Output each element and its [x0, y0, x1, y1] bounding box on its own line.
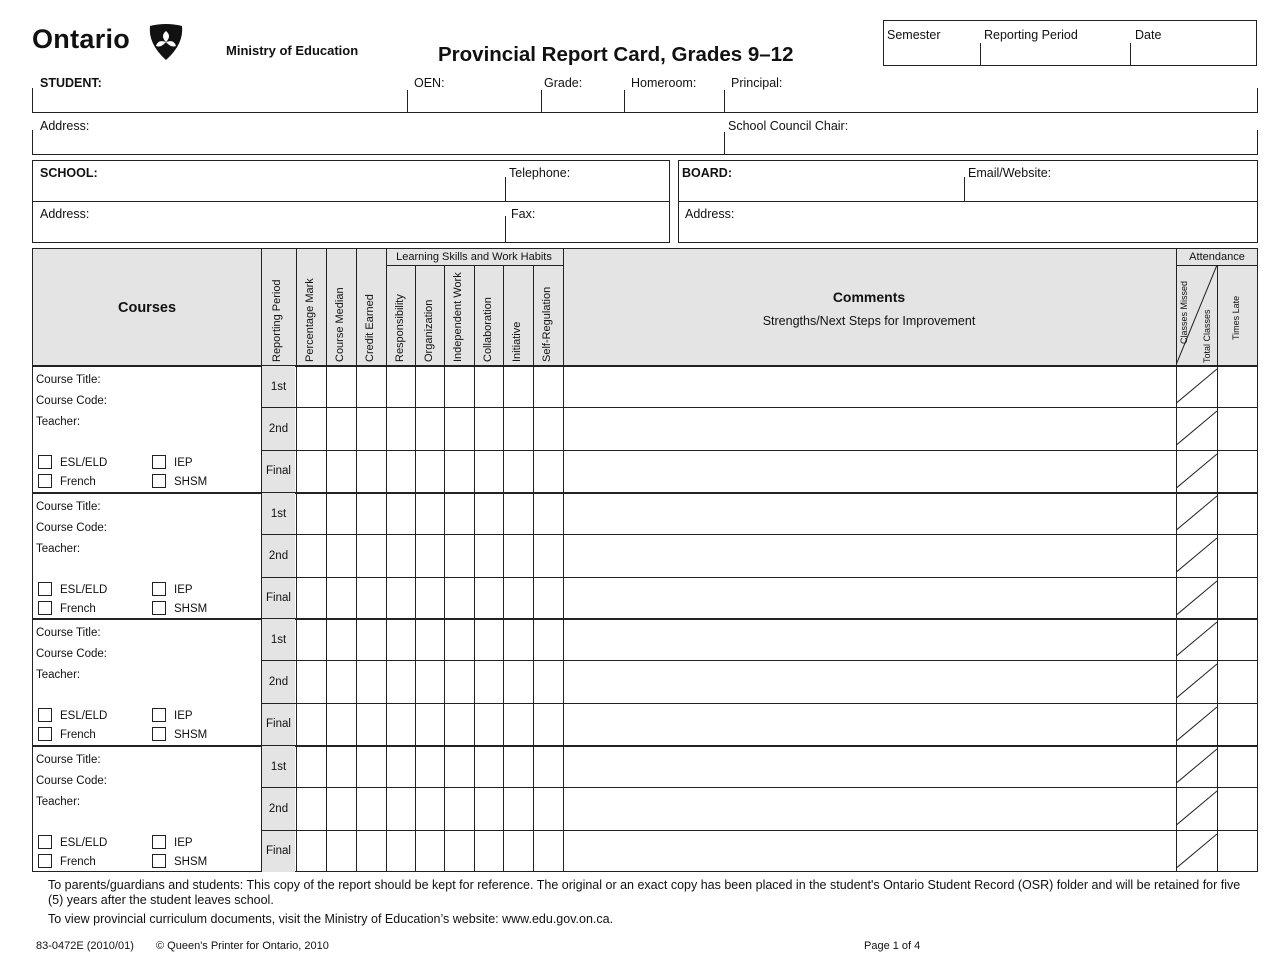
times-late-cell[interactable] — [1218, 578, 1257, 619]
checkbox-iep[interactable] — [152, 582, 166, 596]
mark-cell[interactable] — [297, 408, 326, 449]
period-cell-2nd: 2nd — [262, 408, 295, 449]
attendance-diagonal-cell[interactable] — [1176, 745, 1217, 787]
checkbox-shsm[interactable] — [152, 727, 166, 741]
mark-cell[interactable] — [327, 578, 356, 619]
mark-cell[interactable] — [534, 366, 563, 407]
checkbox-label-shsm: SHSM — [174, 476, 208, 488]
mark-cell[interactable] — [387, 578, 415, 619]
mark-cell[interactable] — [416, 746, 444, 787]
times-late-cell[interactable] — [1218, 619, 1257, 660]
checkbox-label-shsm: SHSM — [174, 856, 208, 868]
attendance-diagonal-cell[interactable] — [1176, 450, 1217, 492]
checkbox-esl-eld[interactable] — [38, 455, 52, 469]
course-code-label: Course Code: — [36, 395, 107, 407]
times-late-cell[interactable] — [1218, 366, 1257, 407]
mark-cell[interactable] — [357, 619, 386, 660]
checkbox-label-french: French — [60, 856, 96, 868]
skill-header-self-regulation: Self-Regulation — [541, 286, 553, 362]
checkbox-label-iep: IEP — [174, 710, 193, 722]
mark-cell[interactable] — [327, 619, 356, 660]
mark-cell[interactable] — [297, 493, 326, 534]
mark-cell[interactable] — [416, 408, 444, 449]
mark-cell[interactable] — [504, 831, 533, 872]
mark-cell[interactable] — [387, 704, 415, 745]
page-title: Provincial Report Card, Grades 9–12 — [438, 43, 794, 66]
checkbox-iep[interactable] — [152, 455, 166, 469]
mark-cell[interactable] — [534, 788, 563, 829]
mark-cell[interactable] — [327, 366, 356, 407]
mark-cell[interactable] — [534, 535, 563, 576]
checkbox-label-french: French — [60, 603, 96, 615]
mark-cell[interactable] — [475, 788, 503, 829]
mark-cell[interactable] — [416, 451, 444, 492]
telephone-label: Telephone: — [509, 166, 571, 180]
mark-cell[interactable] — [357, 831, 386, 872]
checkbox-label-french: French — [60, 476, 96, 488]
attendance-diagonal-cell[interactable] — [1176, 830, 1217, 872]
mark-cell[interactable] — [475, 493, 503, 534]
mark-cell[interactable] — [387, 788, 415, 829]
mark-cell[interactable] — [387, 535, 415, 576]
mark-cell[interactable] — [387, 746, 415, 787]
attendance-header-classes-missed: Classes Missed — [1179, 280, 1189, 344]
mark-cell[interactable] — [445, 788, 474, 829]
mark-cell[interactable] — [445, 619, 474, 660]
attendance-diagonal-cell[interactable] — [1176, 703, 1217, 745]
attendance-diagonal-cell[interactable] — [1176, 618, 1217, 660]
mark-cell[interactable] — [504, 366, 533, 407]
mark-cell[interactable] — [416, 366, 444, 407]
checkbox-label-iep: IEP — [174, 837, 193, 849]
comments-subheader: Strengths/Next Steps for Improvement — [762, 314, 976, 328]
mark-cell[interactable] — [445, 746, 474, 787]
comment-cell[interactable] — [564, 366, 1175, 407]
mark-cell[interactable] — [475, 451, 503, 492]
attendance-diagonal-cell[interactable] — [1176, 365, 1217, 407]
student-address-field[interactable] — [32, 130, 1258, 155]
learning-skills-divider — [386, 265, 563, 266]
grade-label: Grade: — [544, 76, 583, 90]
checkbox-label-esl-eld: ESL/ELD — [60, 837, 108, 849]
mark-cell[interactable] — [357, 661, 386, 702]
checkbox-esl-eld[interactable] — [38, 708, 52, 722]
skill-header-initiative: Initiative — [511, 321, 523, 362]
board-address-label: Address: — [685, 207, 735, 221]
times-late-cell[interactable] — [1218, 451, 1257, 492]
skill-header-responsibility: Responsibility — [394, 294, 406, 362]
checkbox-label-esl-eld: ESL/ELD — [60, 710, 108, 722]
comment-cell[interactable] — [564, 788, 1175, 829]
school-address-label: Address: — [40, 207, 90, 221]
checkbox-shsm[interactable] — [152, 474, 166, 488]
checkbox-label-iep: IEP — [174, 584, 193, 596]
mark-cell[interactable] — [445, 493, 474, 534]
mark-cell[interactable] — [504, 704, 533, 745]
mark-cell[interactable] — [416, 661, 444, 702]
checkbox-iep[interactable] — [152, 835, 166, 849]
attendance-header-total-classes: Total Classes — [1202, 309, 1212, 363]
mark-cell[interactable] — [297, 661, 326, 702]
mark-cell[interactable] — [387, 493, 415, 534]
mark-cell[interactable] — [297, 746, 326, 787]
mark-cell[interactable] — [445, 661, 474, 702]
mark-cell[interactable] — [504, 493, 533, 534]
times-late-cell[interactable] — [1218, 704, 1257, 745]
mark-cell[interactable] — [504, 746, 533, 787]
attendance-header-times-late: Times Late — [1231, 295, 1241, 340]
mark-cell[interactable] — [416, 619, 444, 660]
course-title-label: Course Title: — [36, 627, 101, 639]
mark-cell[interactable] — [357, 366, 386, 407]
copyright: © Queen's Printer for Ontario, 2010 — [156, 940, 329, 952]
checkbox-shsm[interactable] — [152, 601, 166, 615]
mark-cell[interactable] — [297, 451, 326, 492]
comment-cell[interactable] — [564, 451, 1175, 492]
mark-cell[interactable] — [297, 619, 326, 660]
attendance-diagonal-cell[interactable] — [1176, 577, 1217, 619]
mark-cell[interactable] — [327, 661, 356, 702]
mark-cell[interactable] — [504, 788, 533, 829]
mark-cell[interactable] — [357, 493, 386, 534]
mark-cell[interactable] — [416, 578, 444, 619]
mark-cell[interactable] — [445, 535, 474, 576]
period-cell-final: Final — [262, 578, 295, 619]
mark-cell[interactable] — [504, 578, 533, 619]
mark-cell[interactable] — [357, 578, 386, 619]
mark-cell[interactable] — [534, 408, 563, 449]
mark-cell[interactable] — [416, 704, 444, 745]
school-label: SCHOOL: — [40, 166, 98, 180]
principal-label: Principal: — [731, 76, 783, 90]
mark-cell[interactable] — [327, 746, 356, 787]
period-cell-final: Final — [262, 831, 295, 872]
mark-cell[interactable] — [297, 535, 326, 576]
mark-cell[interactable] — [475, 619, 503, 660]
board-label: BOARD: — [682, 166, 732, 180]
board-section — [678, 160, 1258, 243]
mark-cell[interactable] — [445, 578, 474, 619]
ministry-name: Ministry of Education — [226, 43, 359, 58]
courses-header: Courses — [118, 300, 177, 316]
checkbox-label-french: French — [60, 729, 96, 741]
mark-cell[interactable] — [297, 704, 326, 745]
comment-cell[interactable] — [564, 408, 1175, 449]
checkbox-french[interactable] — [38, 727, 52, 741]
student-address-label: Address: — [40, 119, 90, 133]
course-code-label: Course Code: — [36, 522, 107, 534]
comment-cell[interactable] — [564, 661, 1175, 702]
homeroom-label: Homeroom: — [631, 76, 697, 90]
column-header-reporting-period: Reporting Period — [271, 279, 283, 362]
course-code-label: Course Code: — [36, 648, 107, 660]
checkbox-french[interactable] — [38, 474, 52, 488]
comment-cell[interactable] — [564, 746, 1175, 787]
skill-header-independent-work: Independent Work — [452, 272, 464, 362]
mark-cell[interactable] — [327, 535, 356, 576]
mark-cell[interactable] — [327, 451, 356, 492]
period-cell-final: Final — [262, 451, 295, 492]
mark-cell[interactable] — [416, 535, 444, 576]
times-late-cell[interactable] — [1218, 493, 1257, 534]
checkbox-label-esl-eld: ESL/ELD — [60, 584, 108, 596]
mark-cell[interactable] — [504, 661, 533, 702]
website-note: To view provincial curriculum documents, visit the Ministry of Education’s website: www.edu.gov.on.ca. — [48, 912, 614, 926]
teacher-label: Teacher: — [36, 543, 81, 555]
council-chair-label: School Council Chair: — [728, 119, 849, 133]
retention-note: To parents/guardians and students: This copy of the report should be kept for reference. The original or an exact copy has been placed in the student's Ontario Student Record (OSR) folder and will be retained for five (5) years after the student leaves school. — [48, 878, 1241, 907]
checkbox-label-esl-eld: ESL/ELD — [60, 457, 108, 469]
student-label: STUDENT: — [40, 76, 102, 90]
period-cell-1st: 1st — [262, 366, 295, 407]
fax-label: Fax: — [511, 207, 536, 221]
page-number: Page 1 of 4 — [864, 940, 921, 952]
mark-cell[interactable] — [416, 831, 444, 872]
school-section — [32, 160, 670, 243]
mark-cell[interactable] — [475, 746, 503, 787]
comments-header: Comments — [832, 289, 906, 305]
column-header-percentage-mark: Percentage Mark — [304, 278, 316, 362]
mark-cell[interactable] — [387, 661, 415, 702]
attendance-diagonal-cell[interactable] — [1176, 787, 1217, 829]
mark-cell[interactable] — [445, 408, 474, 449]
checkbox-label-iep: IEP — [174, 457, 193, 469]
trillium-logo-icon — [146, 22, 186, 62]
checkbox-shsm[interactable] — [152, 854, 166, 868]
mark-cell[interactable] — [534, 493, 563, 534]
mark-cell[interactable] — [387, 366, 415, 407]
mark-cell[interactable] — [297, 831, 326, 872]
mark-cell[interactable] — [475, 831, 503, 872]
mark-cell[interactable] — [416, 788, 444, 829]
mark-cell[interactable] — [357, 788, 386, 829]
mark-cell[interactable] — [357, 408, 386, 449]
mark-cell[interactable] — [504, 408, 533, 449]
mark-cell[interactable] — [445, 831, 474, 872]
mark-cell[interactable] — [534, 619, 563, 660]
learning-skills-header: Learning Skills and Work Habits — [396, 251, 552, 263]
checkbox-esl-eld[interactable] — [38, 835, 52, 849]
column-header-credit-earned: Credit Earned — [364, 294, 376, 362]
mark-cell[interactable] — [297, 788, 326, 829]
mark-cell[interactable] — [387, 408, 415, 449]
checkbox-iep[interactable] — [152, 708, 166, 722]
comment-cell[interactable] — [564, 493, 1175, 534]
mark-cell[interactable] — [475, 366, 503, 407]
comment-cell[interactable] — [564, 619, 1175, 660]
mark-cell[interactable] — [475, 661, 503, 702]
attendance-diagonal-cell[interactable] — [1176, 660, 1217, 702]
reporting-period-label: Reporting Period — [984, 28, 1078, 42]
mark-cell[interactable] — [504, 535, 533, 576]
period-cell-1st: 1st — [262, 493, 295, 534]
teacher-label: Teacher: — [36, 796, 81, 808]
times-late-cell[interactable] — [1218, 535, 1257, 576]
mark-cell[interactable] — [475, 704, 503, 745]
attendance-header: Attendance — [1189, 251, 1245, 263]
mark-cell[interactable] — [534, 578, 563, 619]
mark-cell[interactable] — [475, 535, 503, 576]
course-title-label: Course Title: — [36, 374, 101, 386]
attendance-diagonal-cell[interactable] — [1176, 534, 1217, 576]
mark-cell[interactable] — [475, 578, 503, 619]
period-cell-2nd: 2nd — [262, 661, 295, 702]
mark-cell[interactable] — [534, 451, 563, 492]
mark-cell[interactable] — [357, 746, 386, 787]
times-late-cell[interactable] — [1218, 831, 1257, 872]
student-section — [32, 74, 1258, 156]
date-label: Date — [1135, 28, 1162, 42]
column-header-course-median: Course Median — [334, 287, 346, 362]
mark-cell[interactable] — [327, 831, 356, 872]
mark-cell[interactable] — [504, 619, 533, 660]
mark-cell[interactable] — [534, 704, 563, 745]
mark-cell[interactable] — [357, 451, 386, 492]
times-late-cell[interactable] — [1218, 661, 1257, 702]
teacher-label: Teacher: — [36, 669, 81, 681]
mark-cell[interactable] — [387, 619, 415, 660]
checkbox-label-shsm: SHSM — [174, 729, 208, 741]
period-cell-2nd: 2nd — [262, 788, 295, 829]
mark-cell[interactable] — [475, 408, 503, 449]
attendance-diagonal-cell[interactable] — [1176, 492, 1217, 534]
teacher-label: Teacher: — [36, 416, 81, 428]
mark-cell[interactable] — [327, 493, 356, 534]
period-cell-1st: 1st — [262, 619, 295, 660]
semester-label: Semester — [887, 28, 941, 42]
student-field[interactable] — [32, 88, 1258, 113]
oen-label: OEN: — [414, 76, 445, 90]
mark-cell[interactable] — [445, 704, 474, 745]
times-late-cell[interactable] — [1218, 408, 1257, 449]
mark-cell[interactable] — [534, 746, 563, 787]
mark-cell[interactable] — [357, 535, 386, 576]
mark-cell[interactable] — [327, 704, 356, 745]
comment-cell[interactable] — [564, 535, 1175, 576]
form-number: 83-0472E (2010/01) — [36, 940, 134, 952]
mark-cell[interactable] — [327, 788, 356, 829]
checkbox-french[interactable] — [38, 854, 52, 868]
mark-cell[interactable] — [297, 366, 326, 407]
mark-cell[interactable] — [327, 408, 356, 449]
period-cell-2nd: 2nd — [262, 535, 295, 576]
email-website-label: Email/Website: — [968, 166, 1052, 180]
mark-cell[interactable] — [416, 493, 444, 534]
mark-cell[interactable] — [534, 661, 563, 702]
checkbox-french[interactable] — [38, 601, 52, 615]
mark-cell[interactable] — [445, 366, 474, 407]
semester-box — [883, 20, 1257, 66]
mark-cell[interactable] — [534, 831, 563, 872]
mark-cell[interactable] — [387, 831, 415, 872]
skill-header-organization: Organization — [423, 299, 435, 362]
period-cell-1st: 1st — [262, 746, 295, 787]
comment-cell[interactable] — [564, 578, 1175, 619]
comment-cell[interactable] — [564, 831, 1175, 872]
course-title-label: Course Title: — [36, 754, 101, 766]
mark-cell[interactable] — [297, 578, 326, 619]
period-cell-final: Final — [262, 704, 295, 745]
skill-header-collaboration: Collaboration — [482, 297, 494, 362]
mark-cell[interactable] — [387, 451, 415, 492]
mark-cell[interactable] — [445, 451, 474, 492]
times-late-cell[interactable] — [1218, 788, 1257, 829]
checkbox-esl-eld[interactable] — [38, 582, 52, 596]
course-title-label: Course Title: — [36, 501, 101, 513]
attendance-diagonal-cell[interactable] — [1176, 407, 1217, 449]
mark-cell[interactable] — [357, 704, 386, 745]
ontario-logo-text: Ontario — [32, 24, 131, 54]
mark-cell[interactable] — [504, 451, 533, 492]
times-late-cell[interactable] — [1218, 746, 1257, 787]
checkbox-label-shsm: SHSM — [174, 603, 208, 615]
course-code-label: Course Code: — [36, 775, 107, 787]
comment-cell[interactable] — [564, 704, 1175, 745]
